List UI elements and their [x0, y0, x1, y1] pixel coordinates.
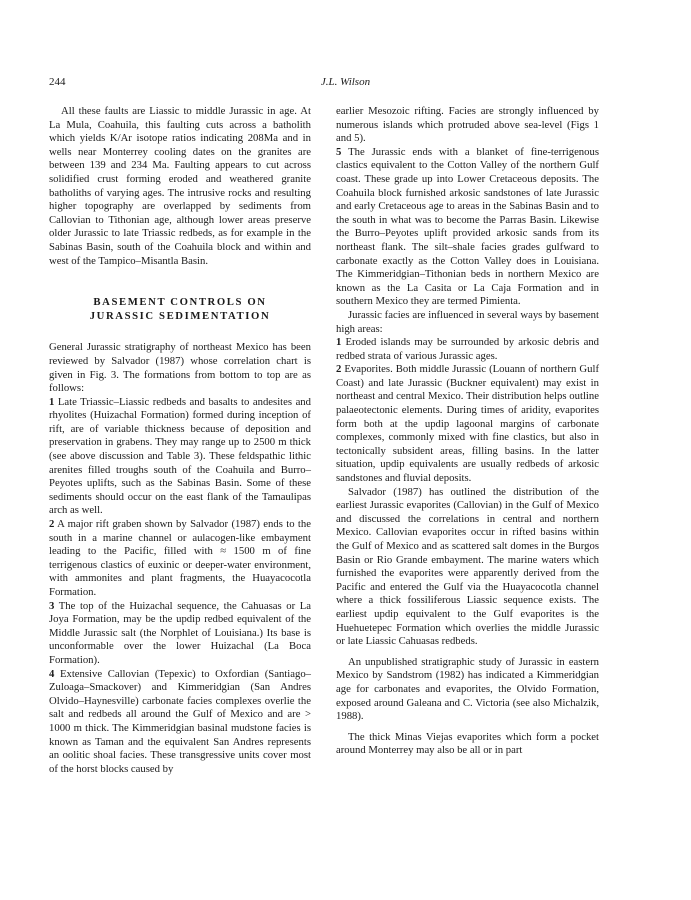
list-number: 1 — [336, 336, 342, 349]
list-item-2 — [49, 518, 311, 600]
list-item-text: Evaporites. Both middle Jurassic (Louann of northern Gulf Coast) and late Jurassic (Buckner equivalent) may exist in northeast and central Mexico. Their distribution helps outline palaeotectonic elements. During times of aridity, evaporites form both at the updip lagoonal margins of carbonate complexes, commonly mixed with fine clastics, but also in tectonically subsident areas, filling basins. In the latter situation, updip equivalents are usually redbeds of arkosic sandstones and fluvial deposits. — [336, 363, 599, 485]
list-item-text: The top of the Huizachal sequence, the Cahuasas or La Joya Formation, may be the updip redbed equivalent of the Middle Jurassic salt (the Norphlet of Louisiana.) Its base is unconformable over the lower Huizachal (La Boca Formation). — [49, 599, 312, 666]
list-number: 2 — [336, 363, 342, 376]
paragraph-faults: All these faults are Liassic to middle Jurassic in age. At La Mula, Coahuila, this faulting cuts across a batholith which yields K/Ar isotope ratios indicating 208Ma and in wells near Monterrey cooling dates on the granites are between 139 and 234 Ma. Faulting appears to cut across solidified crust forming eroded and weathered granite batholiths of varying ages. The intrusive rocks and resulting higher topography are overlapped by sediments from Callovian to Tithonian age, although lower areas preserve older Jurassic to late Triassic redbeds, as for example in the Sabinas Basin, south of the Coahuila block and within and west of the Tampico–Misantla Basin. — [49, 105, 311, 267]
list-number: 1 — [49, 395, 55, 408]
list-number: 2 — [49, 518, 55, 531]
page-number: 244 — [49, 76, 66, 88]
paragraph-salvador: Salvador (1987) has outlined the distribution of the earliest Jurassic evaporites (Callovian) in the Gulf of Mexico and discussed the correlations in central and northern Mexico. Callovian evaporites occur in rifted basins within the Gulf of Mexico and as scattered salt domes in the Burgos Basin or Rio Grande embayment. The marine waters which furnished the evaporites were apparently derived from the Pacific and entered the Gulf via the Huayacocotla channel where a thick fossiliferous Liassic sequence exists. The earliest updip equivalent to the Gulf evaporites is the Huehuetepec Formation which overlies the middle Jurassic or late Liassic Cahuasas redbeds. — [336, 485, 599, 648]
list-item-1 — [49, 396, 311, 518]
section-heading-line1: BASEMENT CONTROLS ON — [93, 296, 267, 309]
list-item-text: Late Triassic–Liassic redbeds and basalts to andesites and rhyolites (Huizachal Formation) formed during inception of rift, are of variable thickness because of deposition and preservation in grabens. They may range up to 2500 m thick (see above discussion and Table 3). These feldspathic lithic arenites filled troughs south of the Coahuila and Burro–Peyotes uplifts, such as the Sabinas Basin. Some of these sediments should occur on the east flank of the Tamaulipas arch as well. — [49, 395, 311, 517]
list-item-text: The Jurassic ends with a blanket of fine-terrigenous clastics equivalent to the Cotton Valley of the northern Gulf coast. These grade up into Lower Cretaceous deposits. The Coahuila block furnished arkosic sandstones of late Jurassic and early Cretaceous age to areas in the Sabinas Basin and to the south in what was to become the Parras Basin. Likewise the Burro–Peyotes uplift provided arkosic sands from its northeast flank. The silt–shale facies grades gulfward to carbonate exactly as the Cotton Valley does in Louisiana. The Kimmeridgian–Tithonian beds in northern Mexico are known as the La Casita or La Caja Formation and in southern Mexico they are termed Pimienta. — [336, 145, 600, 308]
list-item-text: Eroded islands may be surrounded by arkosic debris and redbed strata of various Jurassic ages. — [336, 336, 600, 362]
basement-item-2 — [336, 363, 599, 485]
list-item-text: A major rift graben shown by Salvador (1987) ends to the south in a marine channel or aulacogen-like embayment leading to the Pacific, filled with ≈ 1500 m of fine terrigenous clastics of euxinic or deeper-water environment, with ammonites and plant fragments, the Huayacocotla Formation. — [49, 518, 311, 598]
section-heading-line2: JURASSIC SEDIMENTATION — [89, 309, 271, 322]
paragraph-stratigraphy-intro: General Jurassic stratigraphy of northeast Mexico has been reviewed by Salvador (1987) whose correlation chart is given in Fig. 3. The formations from bottom to top are as follows: — [49, 341, 311, 395]
paragraph-basement-highs: Jurassic facies are influenced in several ways by basement high areas: — [336, 308, 599, 335]
list-number: 4 — [49, 667, 55, 680]
right-column — [336, 105, 599, 758]
section-heading — [49, 296, 311, 323]
list-item-3 — [49, 600, 311, 668]
running-head: J.L. Wilson — [320, 76, 371, 88]
list-item-text: Extensive Callovian (Tepexic) to Oxfordian (Santiago–Zuloaga–Smackover) and Kimmeridgian (San Andres Olvido–Haynesville) carbonate facies complexes overlie the salt and redbeds all around the Gulf of Mexico and are > 1000 m thick. The Kimmeridgian basinal mudstone facies is known as Taman and the equivalent San Andres represents an oolitic shoal facies. These transgressive units cover most of the horst blocks caused by — [49, 667, 312, 775]
list-number: 5 — [336, 145, 342, 158]
paragraph-minas-viejas: The thick Minas Viejas evaporites which form a pocket around Monterrey may also be all or in part — [336, 730, 599, 757]
basement-item-1 — [336, 336, 599, 363]
paragraph-sandstrom: An unpublished stratigraphic study of Jurassic in eastern Mexico by Sandstrom (1982) has indicated a Kimmeridgian age for carbonates and evaporites, the Olvido Formation, exposed around Galeana and C. Victoria (see also Michalzik, 1988). — [336, 655, 599, 723]
list-item-5 — [336, 146, 599, 309]
list-number: 3 — [49, 599, 55, 612]
left-column — [49, 105, 311, 776]
list-item-4 — [49, 668, 311, 777]
paragraph-continued: earlier Mesozoic rifting. Facies are strongly influenced by numerous islands which protruded above sea-level (Figs 1 and 5). — [336, 105, 599, 145]
